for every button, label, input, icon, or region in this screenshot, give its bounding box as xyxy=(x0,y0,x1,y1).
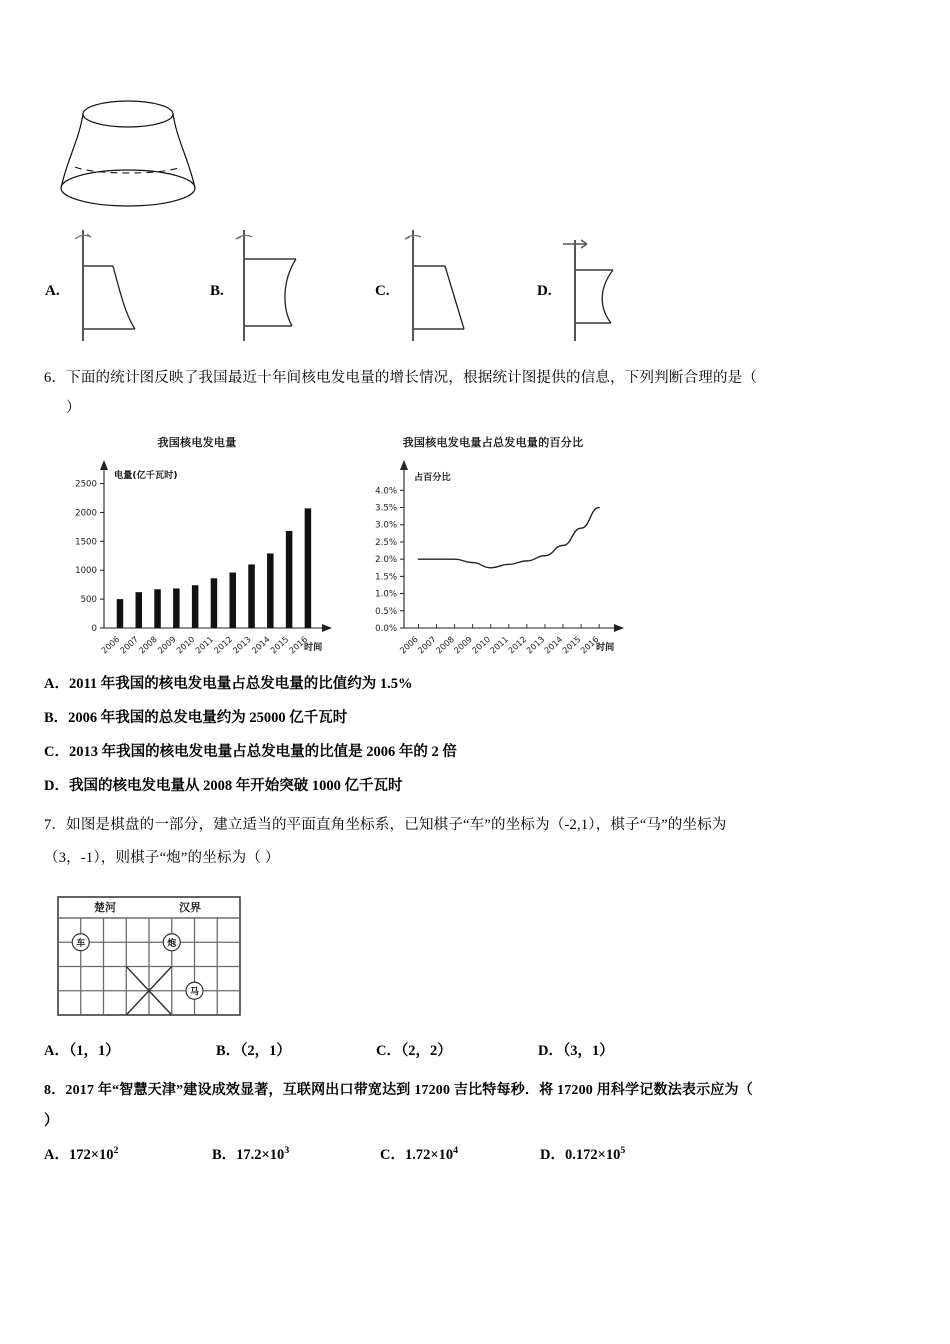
svg-text:2007: 2007 xyxy=(117,634,141,656)
question-8-option-b xyxy=(212,1144,289,1166)
svg-text:2012: 2012 xyxy=(506,634,529,656)
svg-text:1.0%: 1.0% xyxy=(375,589,397,600)
bar-chart-title: 我国核电发电量 xyxy=(157,436,237,449)
svg-text:车: 车 xyxy=(76,938,86,949)
option-a-axis-region xyxy=(45,226,220,341)
question-8-option-d xyxy=(540,1144,625,1166)
question-6-option-d: D．我国的核电发电量从 2008 年开始突破 1000 亿千瓦时 xyxy=(44,778,403,794)
option-b-axis-region xyxy=(210,226,385,341)
line-chart-x-ticks xyxy=(418,624,599,628)
bar-chart-y-axis-label: 电量(亿千瓦时) xyxy=(114,470,178,481)
svg-text:2009: 2009 xyxy=(451,634,475,656)
svg-text:0.0%: 0.0% xyxy=(375,624,397,634)
svg-text:0: 0 xyxy=(91,624,97,634)
q8-option-c-letter: C． xyxy=(380,1147,405,1163)
bar-2007 xyxy=(136,592,143,628)
line-chart xyxy=(348,432,638,664)
svg-text:500: 500 xyxy=(80,595,97,606)
line-chart-y-ticks xyxy=(375,486,404,634)
svg-text:2006: 2006 xyxy=(397,634,420,656)
svg-text:2000: 2000 xyxy=(75,508,97,519)
svg-text:炮: 炮 xyxy=(167,938,177,949)
svg-text:2008: 2008 xyxy=(433,634,456,656)
question-7-option-d xyxy=(538,1040,614,1062)
chess-right-label: 汉界 xyxy=(179,901,201,914)
q8-option-c-mantissa: 1.72×10 xyxy=(404,1147,454,1163)
svg-text:3.5%: 3.5% xyxy=(375,503,397,514)
q8-option-b-letter: B． xyxy=(212,1147,237,1163)
q8-option-a-mantissa: 172×10 xyxy=(68,1147,114,1163)
svg-text:2012: 2012 xyxy=(211,634,235,656)
question-6-stem-line-1: 6．下面的统计图反映了我国最近十年间核电发电量的增长情况，根据统计图提供的信息，下列判断合理的是（ xyxy=(44,370,758,386)
question-6-option-c: C．2013 年我国的核电发电量占总发电量的比值是 2006 年的 2 倍 xyxy=(44,744,457,760)
option-c-label: C. xyxy=(375,283,390,299)
bar-2016 xyxy=(305,508,312,628)
question-5-figure-group xyxy=(45,88,745,348)
bar-2011 xyxy=(211,578,218,628)
question-7-stem-line-1: 7．如图是棋盘的一部分，建立适当的平面直角坐标系，已知棋子“车”的坐标为（-2,1），棋子“马”的坐标为 xyxy=(44,817,727,833)
svg-text:2016: 2016 xyxy=(287,634,310,656)
solid-of-revolution-icon xyxy=(53,88,203,213)
bar-2006 xyxy=(117,599,124,628)
q7-option-c-letter: C． xyxy=(376,1043,401,1059)
chess-left-label: 楚河 xyxy=(94,901,116,914)
bar-chart-x-labels xyxy=(99,634,309,655)
option-d-axis-region xyxy=(535,226,710,341)
svg-text:1500: 1500 xyxy=(75,537,97,548)
svg-text:1.5%: 1.5% xyxy=(375,572,397,583)
bar-chart-y-ticks xyxy=(75,480,104,634)
question-6-charts xyxy=(52,432,642,664)
q7-option-b-value: （2，1） xyxy=(240,1043,291,1059)
svg-text:2013: 2013 xyxy=(524,634,547,656)
question-7-option-c xyxy=(376,1040,452,1062)
svg-text:2007: 2007 xyxy=(415,634,438,656)
q7-option-d-letter: D． xyxy=(538,1043,563,1059)
bar-chart xyxy=(52,432,342,664)
svg-text:2016: 2016 xyxy=(578,634,601,656)
q8-option-d-letter: D． xyxy=(540,1147,565,1163)
q8-option-d-exponent: 5 xyxy=(620,1145,626,1157)
question-6-option-a: A．2011 年我国的核电发电量占总发电量的比值约为 1.5% xyxy=(44,676,413,692)
svg-text:0.5%: 0.5% xyxy=(375,606,397,617)
question-8-stem-line-2: ） xyxy=(44,1113,59,1129)
svg-text:2014: 2014 xyxy=(542,634,565,656)
bar-2009 xyxy=(173,588,180,628)
line-chart-y-axis-label: 占百分比 xyxy=(414,472,451,483)
bar-chart-bars xyxy=(117,508,311,628)
q8-option-a-exponent: 2 xyxy=(113,1145,119,1157)
bar-2015 xyxy=(286,531,293,628)
line-chart-plot xyxy=(348,450,638,662)
option-a-label: A. xyxy=(45,283,60,299)
q8-option-a-letter: A． xyxy=(44,1147,69,1163)
question-8-option-c xyxy=(380,1144,458,1166)
bar-2010 xyxy=(192,585,199,628)
line-chart-series xyxy=(418,508,599,568)
svg-text:2.0%: 2.0% xyxy=(375,555,397,566)
chinese-chess-board xyxy=(57,896,241,1016)
question-8-option-a xyxy=(44,1144,118,1166)
svg-text:2011: 2011 xyxy=(193,634,216,656)
bar-chart-x-axis-label: 时间 xyxy=(304,642,323,653)
svg-text:4.0%: 4.0% xyxy=(375,486,397,497)
svg-text:2013: 2013 xyxy=(230,634,253,656)
bar-chart-plot xyxy=(52,450,342,662)
q8-option-b-exponent: 3 xyxy=(284,1145,290,1157)
q7-option-c-value: （2，2） xyxy=(400,1043,452,1059)
q7-option-a-letter: A． xyxy=(44,1043,69,1059)
option-b-label: B. xyxy=(210,283,224,299)
q8-option-b-mantissa: 17.2×10 xyxy=(236,1147,285,1163)
svg-text:1000: 1000 xyxy=(75,566,97,577)
bar-2008 xyxy=(154,589,161,628)
svg-text:2500: 2500 xyxy=(75,479,97,490)
svg-text:2.5%: 2.5% xyxy=(375,537,397,548)
bar-2014 xyxy=(267,553,274,628)
question-7-option-a xyxy=(44,1040,120,1062)
q7-option-b-letter: B． xyxy=(216,1043,241,1059)
svg-text:2008: 2008 xyxy=(136,634,159,656)
svg-text:2009: 2009 xyxy=(155,634,178,656)
svg-text:马: 马 xyxy=(189,987,200,998)
line-chart-x-axis-label: 时间 xyxy=(596,642,615,653)
svg-text:2006: 2006 xyxy=(99,634,122,656)
question-8-stem-line-1: 8．2017 年“智慧天津”建设成效显著，互联网出口带宽达到 17200 吉比特每秒．将 17200 用科学记数法表示应为（ xyxy=(44,1083,753,1098)
q8-option-c-exponent: 4 xyxy=(453,1145,459,1157)
question-6-stem-line-2: ） xyxy=(66,400,81,416)
q8-option-d-mantissa: 0.172×10 xyxy=(564,1147,621,1163)
svg-text:3.0%: 3.0% xyxy=(375,520,397,531)
q7-option-d-value: （3，1） xyxy=(562,1043,614,1059)
question-7-option-b xyxy=(216,1040,291,1062)
svg-text:2010: 2010 xyxy=(174,634,197,656)
line-chart-x-labels xyxy=(398,634,601,655)
svg-text:2010: 2010 xyxy=(469,634,493,656)
option-c-axis-region xyxy=(375,226,550,341)
svg-text:2011: 2011 xyxy=(487,634,511,656)
line-chart-title: 我国核电发电量占总发电量的百分比 xyxy=(402,436,584,449)
svg-text:2015: 2015 xyxy=(560,634,583,656)
question-7-stem-line-2: （3，-1），则棋子“炮”的坐标为（ ） xyxy=(44,850,280,866)
option-d-label: D. xyxy=(537,283,552,299)
svg-text:2015: 2015 xyxy=(268,634,291,656)
bar-2013 xyxy=(248,564,255,628)
svg-text:2014: 2014 xyxy=(249,634,272,656)
bar-2012 xyxy=(229,573,236,628)
q7-option-a-value: （1，1） xyxy=(68,1043,120,1059)
question-6-option-b: B．2006 年我国的总发电量约为 25000 亿千瓦时 xyxy=(44,710,348,726)
